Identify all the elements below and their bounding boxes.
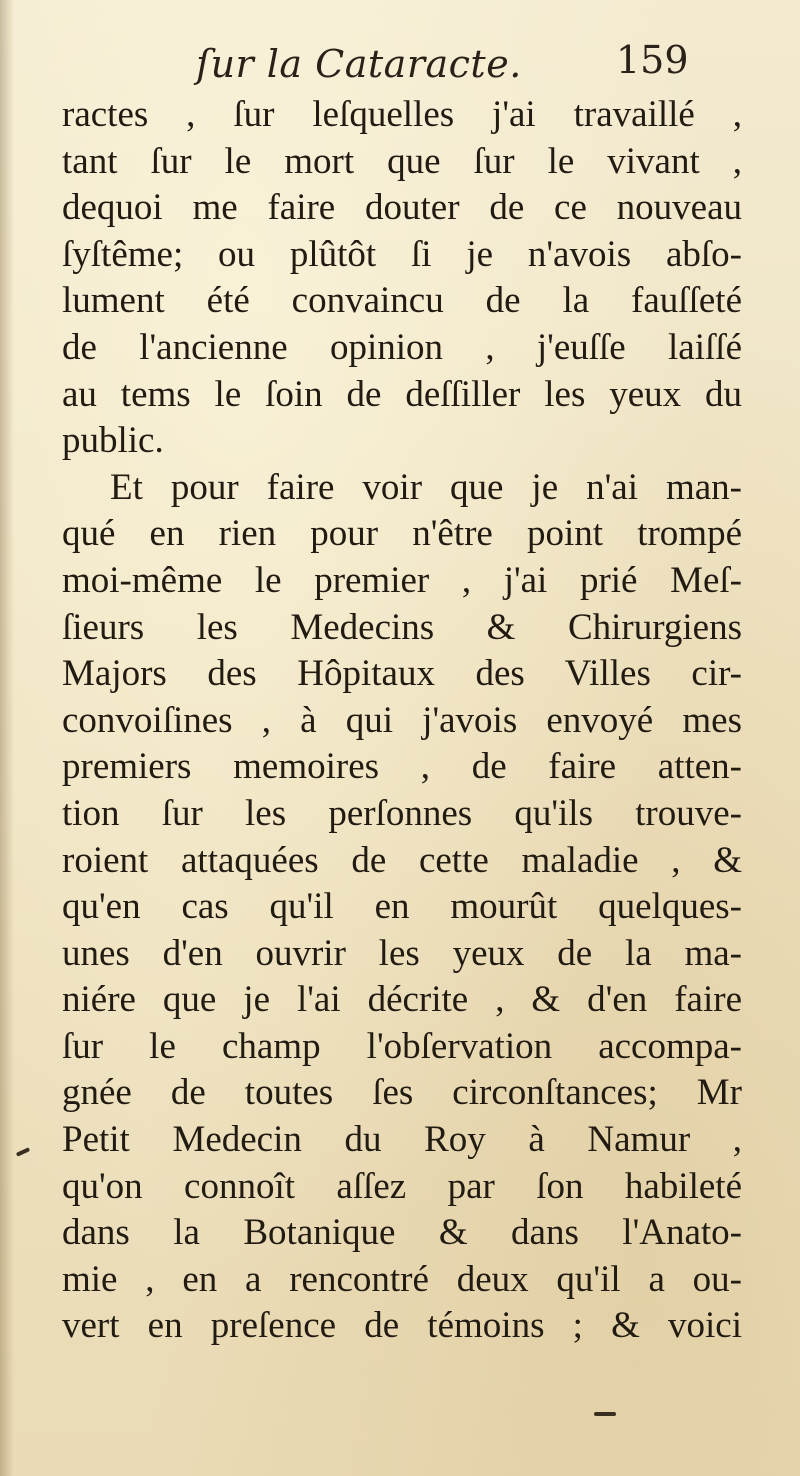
text-line: public. [62,420,164,462]
text-line: ſur le champ l'obſervation accompa- [62,1025,742,1067]
text-line: au tems le ſoin de deſſiller les yeux du [62,373,742,415]
text-line: vert en preſence de témoins ; & voici [62,1305,742,1347]
text-line: qué en rien pour n'être point trompé [62,513,742,555]
text-line: premiers memoires , de faire atten- [62,746,742,788]
text-line: Et pour faire voir que je n'ai man- [110,466,742,508]
text-line: Majors des Hôpitaux des Villes cir- [62,653,742,695]
text-line: ſyſtême; ou plûtôt ſi je n'avois abſo- [62,233,742,275]
body-text [62,92,742,1350]
gutter-shadow [0,0,14,1476]
text-line: dans la Botanique & dans l'Anato- [62,1212,742,1254]
text-line: tion ſur les perſonnes qu'ils trouve- [62,792,742,834]
running-head [0,36,800,96]
text-line: moi-même le premier , j'ai prié Meſ- [62,559,742,601]
page-number: 159 [616,38,689,82]
text-line: mie , en a rencontré deux qu'il a ou- [62,1258,742,1300]
margin-mark [16,1147,30,1157]
running-head-title: ſur la Cataracte. [196,42,522,86]
text-line: tant ſur le mort que ſur le vivant , [62,140,742,182]
text-line: gnée de toutes ſes circonſtances; Mr [62,1072,742,1114]
text-line: Petit Medecin du Roy à Namur , [62,1119,742,1161]
text-line: dequoi me faire douter de ce nouveau [62,187,742,229]
text-line: niére que je l'ai décrite , & d'en faire [62,979,742,1021]
text-line: qu'on connoît aſſez par ſon habileté [62,1165,742,1207]
bottom-mark [594,1412,616,1416]
text-line: unes d'en ouvrir les yeux de la ma- [62,932,742,974]
text-line: de l'ancienne opinion , j'euſſe laiſſé [62,326,742,368]
text-line: lument été convaincu de la fauſſeté [62,280,742,322]
text-line: convoiſines , à qui j'avois envoyé mes [62,699,742,741]
text-line: roient attaquées de cette maladie , & [62,839,742,881]
text-line: qu'en cas qu'il en mourût quelques- [62,886,742,928]
text-line: ſieurs les Medecins & Chirurgiens [62,606,742,648]
text-line: ractes , ſur leſquelles j'ai travaillé , [62,94,742,135]
